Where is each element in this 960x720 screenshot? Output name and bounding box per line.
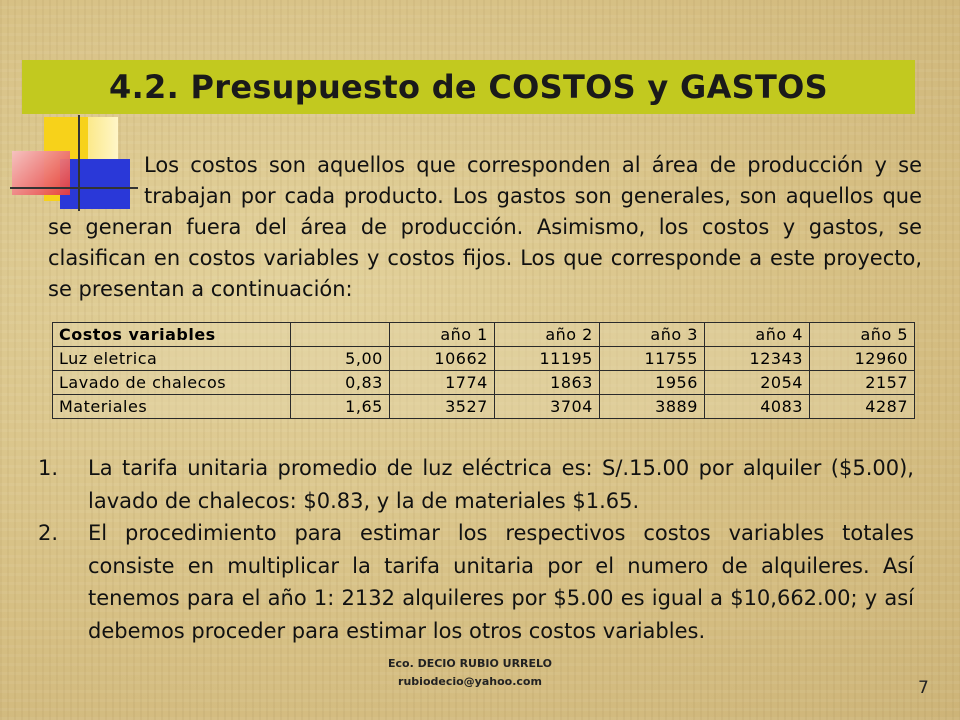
row-name-cell: Luz eletrica bbox=[53, 347, 291, 371]
list-item bbox=[38, 517, 914, 647]
header-year-cell: año 1 bbox=[389, 323, 494, 347]
table-row bbox=[53, 395, 915, 419]
row-value-cell: 11755 bbox=[599, 347, 704, 371]
variable-costs-table bbox=[52, 322, 915, 419]
footer-email: rubiodecio@yahoo.com bbox=[398, 675, 542, 688]
row-value-cell: 1863 bbox=[494, 371, 599, 395]
row-rate-cell: 5,00 bbox=[290, 347, 389, 371]
list-item-number: 2. bbox=[38, 521, 59, 545]
row-value-cell: 11195 bbox=[494, 347, 599, 371]
row-value-cell: 1956 bbox=[599, 371, 704, 395]
row-value-cell: 4287 bbox=[809, 395, 914, 419]
row-rate-cell: 0,83 bbox=[290, 371, 389, 395]
header-year-cell: año 4 bbox=[704, 323, 809, 347]
slide-title: 4.2. Presupuesto de COSTOS y GASTOS bbox=[109, 68, 828, 106]
header-rate-cell bbox=[290, 323, 389, 347]
list-item-number: 1. bbox=[38, 456, 59, 480]
row-value-cell: 1774 bbox=[389, 371, 494, 395]
row-value-cell: 3889 bbox=[599, 395, 704, 419]
header-year-cell: año 3 bbox=[599, 323, 704, 347]
row-value-cell: 2157 bbox=[809, 371, 914, 395]
row-name-cell: Lavado de chalecos bbox=[53, 371, 291, 395]
list-item-text: La tarifa unitaria promedio de luz eléctrica es: S/.15.00 por alquiler ($5.00), lavado de chalecos: $0.83, y la de materiales $1.65. bbox=[88, 456, 914, 513]
row-value-cell: 2054 bbox=[704, 371, 809, 395]
row-value-cell: 3527 bbox=[389, 395, 494, 419]
list-item-text: El procedimiento para estimar los respectivos costos variables totales consiste en multiplicar la tarifa unitaria por el numero de alquileres. Así tenemos para el año 1: 2132 alquileres por $5.00 es igual a $10,662.00; y así debemos proceder para estimar los otros costos variables. bbox=[88, 521, 914, 643]
footer-author: Eco. DECIO RUBIO URRELO bbox=[387, 657, 552, 670]
notes-list bbox=[38, 452, 914, 647]
row-value-cell: 10662 bbox=[389, 347, 494, 371]
header-name-cell: Costos variables bbox=[53, 323, 291, 347]
row-value-cell: 12343 bbox=[704, 347, 809, 371]
table-row bbox=[53, 371, 915, 395]
header-year-cell: año 2 bbox=[494, 323, 599, 347]
row-value-cell: 3704 bbox=[494, 395, 599, 419]
row-value-cell: 12960 bbox=[809, 347, 914, 371]
logo-spacer bbox=[48, 150, 144, 212]
title-banner bbox=[22, 60, 915, 114]
page-number: 7 bbox=[918, 678, 929, 698]
row-value-cell: 4083 bbox=[704, 395, 809, 419]
intro-paragraph bbox=[48, 150, 922, 305]
intro-text: Los costos son aquellos que corresponden al área de producción y se trabajan por cada producto. Los gastos son generales, son aquellos que se generan fuera del área de producción. Asimismo, los costos y gastos, se clasifican en costos variables y costos fijos. Los que corresponde a este proyecto, se presentan a continuación: bbox=[48, 153, 922, 301]
table-row bbox=[53, 347, 915, 371]
list-item bbox=[38, 452, 914, 517]
table-header-row bbox=[53, 323, 915, 347]
row-name-cell: Materiales bbox=[53, 395, 291, 419]
row-rate-cell: 1,65 bbox=[290, 395, 389, 419]
header-year-cell: año 5 bbox=[809, 323, 914, 347]
footer bbox=[360, 655, 580, 691]
